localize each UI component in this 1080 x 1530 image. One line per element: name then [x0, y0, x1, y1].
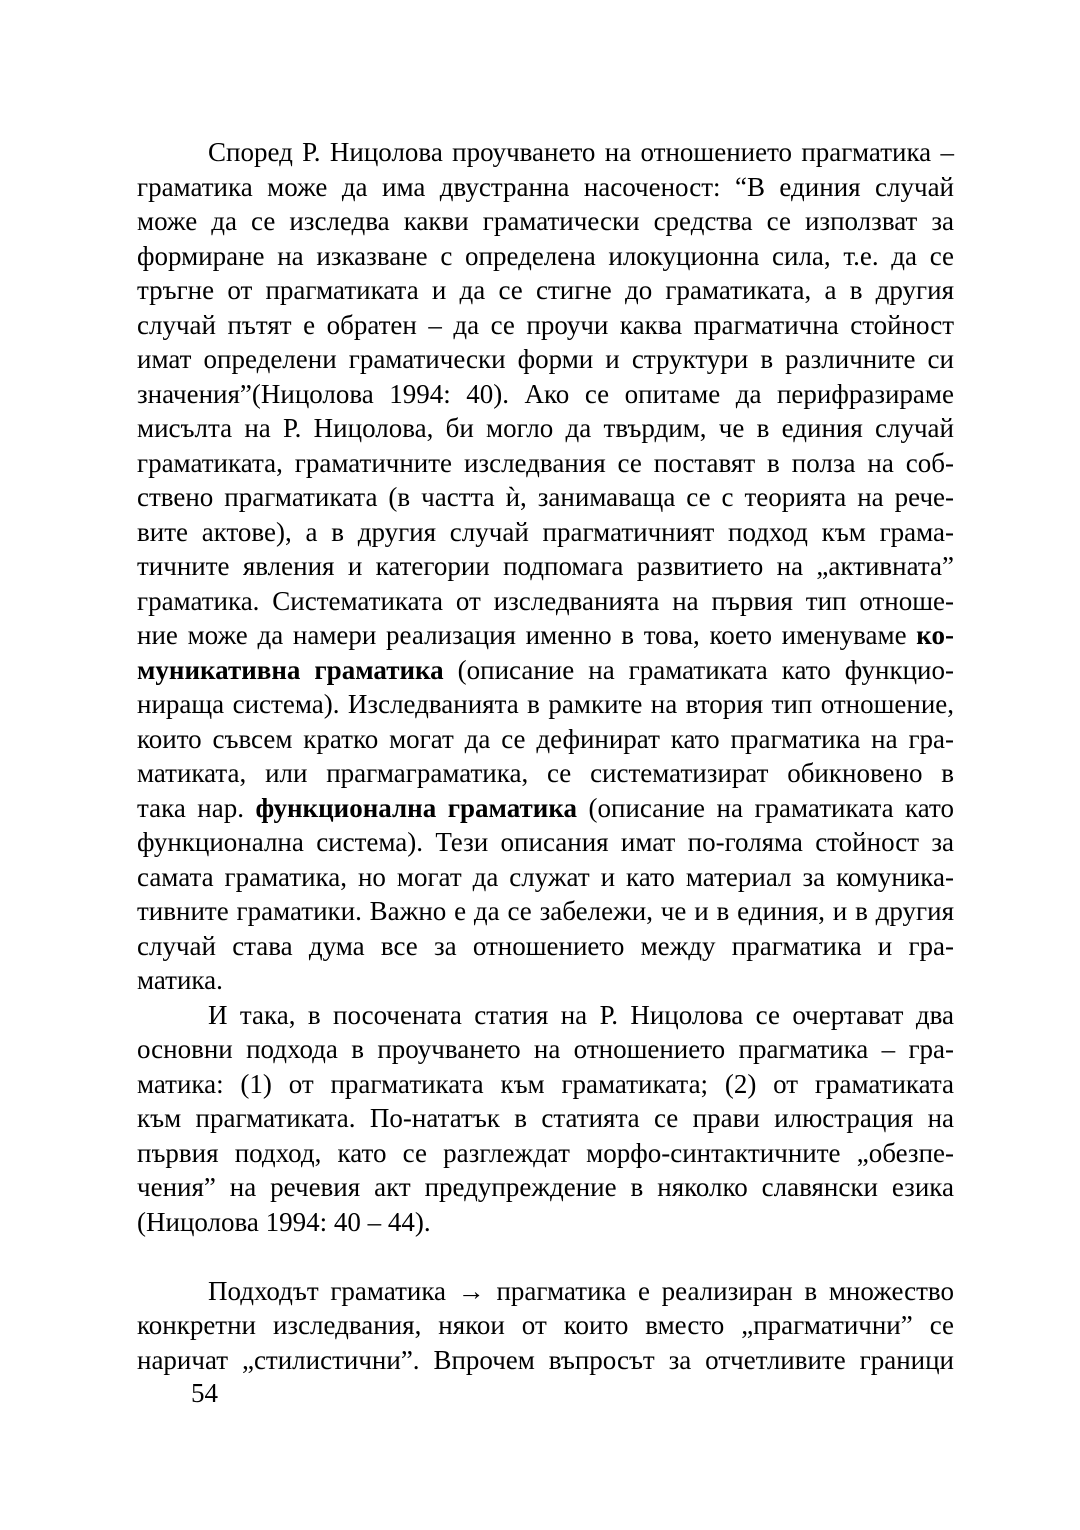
text-segment: мисълта на Р. Ницолова, би могло да твърдим, че в единия случай	[137, 413, 954, 443]
text-block	[137, 135, 954, 1377]
text-line	[137, 1205, 954, 1240]
text-segment: към прагматиката. По-нататък в статията се прави илюстрация на	[137, 1103, 954, 1133]
text-segment: формиране на изказване с определена илокуционна сила, т.е. да се	[137, 240, 954, 271]
text-segment: матика: (1) от прагматиката към граматиката; (2) от граматиката	[137, 1068, 954, 1099]
text-line	[137, 998, 954, 1033]
text-line	[137, 446, 954, 481]
text-line	[137, 308, 954, 343]
bold-term: ко-	[916, 620, 954, 650]
text-line	[137, 411, 954, 446]
text-segment: ствено прагматиката (в частта ѝ, занимаваща се с теорията на рече-	[137, 482, 954, 512]
text-line	[137, 860, 954, 895]
text-line	[137, 342, 954, 377]
text-segment: основни подхода в проучването на отношението прагматика – гра-	[137, 1034, 954, 1064]
text-segment: чения” на речевия акт предупреждение в няколко славянски езика	[137, 1172, 954, 1202]
text-segment: тивните граматики. Важно е да се забележи, че и в единия, и в другия	[137, 896, 954, 926]
text-line	[137, 239, 954, 274]
text-segment: тичните явления и категории подпомага развитието на „активната”	[137, 551, 954, 581]
text-segment: имат определени граматически форми и структури в различните си	[137, 344, 954, 374]
text-line	[137, 1308, 954, 1343]
text-line	[137, 584, 954, 619]
text-segment: граматика. Систематиката от изследванията на първия тип отноше-	[137, 585, 954, 616]
text-line	[137, 653, 954, 688]
page-number: 54	[191, 1378, 218, 1408]
text-line	[137, 135, 954, 170]
text-line	[137, 894, 954, 929]
text-segment: граматиката, граматичните изследвания се поставят в полза на соб-	[137, 447, 954, 478]
text-line	[137, 825, 954, 860]
text-line	[137, 929, 954, 964]
text-line	[137, 1343, 954, 1378]
text-segment: значения”(Ницолова 1994: 40). Ако се опитаме да перифразираме	[137, 378, 954, 409]
paragraph	[137, 135, 954, 998]
text-segment: наричат „стилистични”. Впрочем въпросът за отчетливите граници	[137, 1344, 954, 1375]
text-line	[137, 1101, 954, 1136]
text-line	[137, 1274, 954, 1309]
text-line	[137, 963, 954, 998]
text-line	[137, 1170, 954, 1205]
text-segment: Подходът граматика → прагматика е реализиран в множество	[208, 1275, 954, 1306]
paragraph	[137, 1274, 954, 1378]
text-segment: И така, в посочената статия на Р. Ницолова се очертават два	[208, 999, 954, 1030]
text-line	[137, 480, 954, 515]
text-line	[137, 618, 954, 653]
text-segment: случай става дума все за отношението между прагматика и гра-	[137, 930, 954, 961]
text-line	[137, 1136, 954, 1171]
text-line	[137, 1032, 954, 1067]
text-segment: (описание на граматиката като функцио-	[443, 654, 954, 685]
text-line	[137, 722, 954, 757]
text-segment: ние може да намери реализация именно в това, което именуваме	[137, 620, 917, 650]
text-segment: (Ницолова 1994: 40 – 44).	[137, 1206, 431, 1237]
text-segment: граматика може да има двустранна насоченост: “В единия случай	[137, 171, 954, 202]
text-line	[137, 170, 954, 205]
text-line	[137, 515, 954, 550]
text-segment: така нар.	[137, 792, 256, 823]
text-line	[137, 687, 954, 722]
text-segment: Според Р. Ницолова проучването на отношението прагматика –	[208, 137, 954, 167]
text-line	[137, 204, 954, 239]
bold-term: функционална граматика	[255, 792, 577, 823]
text-segment: случай пътят е обратен – да се проучи каква прагматична стойност	[137, 309, 954, 340]
text-segment: (описание на граматиката като	[576, 792, 954, 823]
text-segment: матиката, или прагмаграматика, се систематизират обикновено в	[137, 758, 954, 788]
text-segment: първия подход, като се разглеждат морфо-синтактичните „обезпе-	[137, 1137, 954, 1168]
text-line	[137, 756, 954, 791]
text-line	[137, 549, 954, 584]
text-line	[137, 1067, 954, 1102]
text-segment: тръгне от прагматиката и да се стигне до граматиката, а в другия	[137, 275, 954, 305]
paragraph	[137, 998, 954, 1240]
text-line	[137, 791, 954, 826]
text-segment: матика.	[137, 965, 223, 995]
text-segment: самата граматика, но могат да служат и като материал за комуника-	[137, 861, 954, 892]
text-segment: функционална система). Тези описания имат по-голяма стойност за	[137, 827, 954, 857]
text-segment: вите актове), а в другия случай прагматичният подход към грама-	[137, 516, 954, 547]
text-segment: конкретни изследвания, някои от които вместо „прагматични” се	[137, 1310, 954, 1340]
text-line	[137, 377, 954, 412]
text-segment: които съвсем кратко могат да се дефинират като прагматика на гра-	[137, 723, 954, 754]
text-line	[137, 273, 954, 308]
text-segment: нираща система). Изследванията в рамките на втория тип отношение,	[137, 689, 954, 719]
bold-term: муникативна граматика	[137, 654, 444, 685]
text-segment: може да се изследва какви граматически средства се използват за	[137, 206, 954, 236]
